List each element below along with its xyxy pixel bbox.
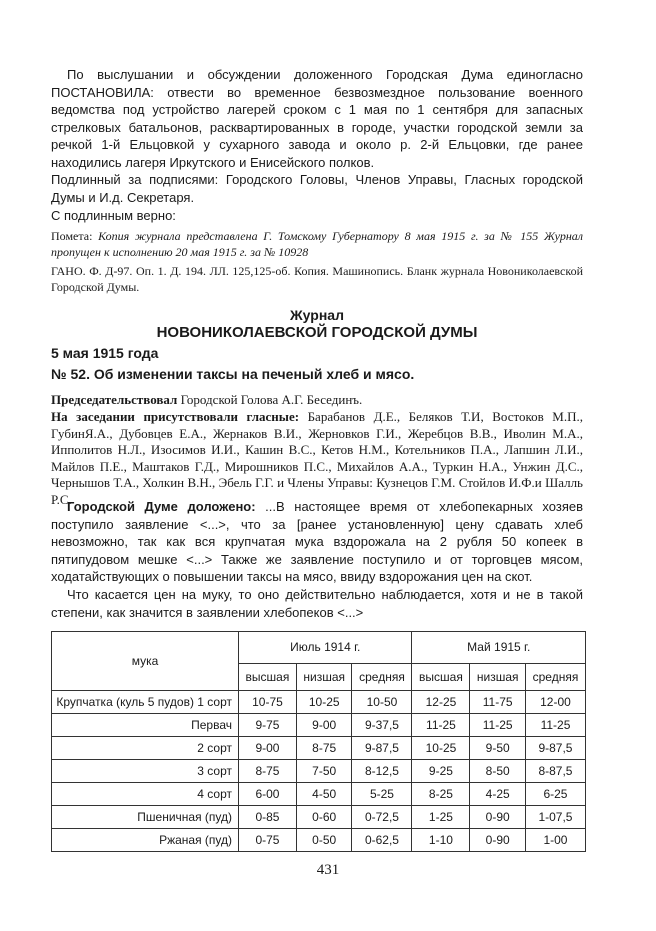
value-cell: 1-00 [525,829,585,852]
journal-date: 5 мая 1915 года [51,345,159,361]
table-row [52,714,586,737]
value-cell: 8-87,5 [525,760,585,783]
journal-word: Журнал [290,307,344,323]
present-text: Барабанов Д.Е., Беляков Т.И, Востоков М.П., ГубинЯ.А., Дубовцев Е.А., Жернаков В.И., Жерновков Г.И., Жеребцов В.В., Иволин М.А., Ипполитов Н.Л., Изосимов И.И., Кашин В.С., Кетов Н.М., Котельников П.А., Лапшин Л.И., Майлов П.Е., Маштаков Г.Д., Мирошников П.С., Михайлов А.А., Туркин Н.А., Унжин Д.С., Чернышов Т.А., Холкин В.Н., Эбель Г.Г. и Члены Управы: Кузнецов Г.М. Стойлов И.Ф.и Шалль Р.С. [51,409,583,507]
value-cell: 9-50 [470,737,526,760]
value-cell: 5-25 [352,783,412,806]
chair-line [51,392,583,409]
value-cell: 11-25 [525,714,585,737]
value-cell: 9-00 [239,737,297,760]
value-cell: 9-75 [239,714,297,737]
value-cell: 11-25 [470,714,526,737]
value-cell: 8-25 [412,783,470,806]
page-number: 431 [316,862,340,878]
period1-header: Июль 1914 г. [239,632,412,664]
value-cell: 9-87,5 [352,737,412,760]
value-cell: 9-25 [412,760,470,783]
note-label: Помета: [51,229,93,243]
value-cell: 11-75 [470,691,526,714]
subheader-cell: высшая [239,663,297,690]
value-cell: 7-50 [296,760,352,783]
subheader-cell: высшая [412,663,470,690]
row-label: Ржаная (пуд) [52,829,239,852]
subheader-cell: низшая [470,663,526,690]
value-cell: 10-25 [296,691,352,714]
value-cell: 6-00 [239,783,297,806]
row-label: 3 сорт [52,760,239,783]
reported-label: Городской Думе доложено: [67,499,256,514]
reported-paragraph [51,498,583,586]
chair-label: Председательствовал [51,392,178,407]
table-row [52,737,586,760]
present-label: На заседании присутствовали гласные: [51,409,300,424]
value-cell: 9-37,5 [352,714,412,737]
table-row [52,783,586,806]
subheader-cell: низшая [296,663,352,690]
value-cell: 0-90 [470,806,526,829]
value-cell: 0-85 [239,806,297,829]
note-text: Копия журнала представлена Г. Томскому Губернатору 8 мая 1915 г. за № 155 Журнал пропущен к исполнению 20 мая 1915 г. за № 10928 [51,229,583,259]
subheader-cell: средняя [525,663,585,690]
table-row [52,806,586,829]
table-row [52,829,586,852]
value-cell: 0-50 [296,829,352,852]
value-cell: 0-75 [239,829,297,852]
original-signed-paragraph: Подлинный за подписями: Городского Головы, Членов Управы, Гласных городской Думы и И.д. Секретаря. [51,172,583,205]
resolution-paragraph: По выслушании и обсуждении доложенного Городская Дума единогласно ПОСТАНОВИЛА: отвести во временное безвозмездное пользование военного ведомства под устройство лагерей сроком с 1 мая по 1 сентября для запасных стрелковых батальонов, расквартированных в городе, участки городской земли за речкой 1-й Ельцовкой у сухарного завода и около р. 2-й Ельцовки, где ранее находились лагеря Иркутского и Енисейского полков. [51,67,583,170]
true-copy-line: С подлинным верно: [51,208,176,223]
note-block [51,228,583,260]
value-cell: 4-25 [470,783,526,806]
present-paragraph [51,409,583,508]
table-row [52,760,586,783]
value-cell: 4-50 [296,783,352,806]
item-title: № 52. Об изменении таксы на печеный хлеб и мясо. [51,366,415,382]
row-label: 2 сорт [52,737,239,760]
reported-text: ...В настоящее время от хлебопекарных хозяев поступило заявление <...>, что за [ранее установленную] цену сдавать хлеб невозможно, так как вся крупчатая мука вздорожала на 2 рубля 50 копеек в пятипудовом мешке <...> Также же заявление поступило и от торговцев мясом, ходатайствующих о повышении таксы на мясо, ввиду вздорожания цен на скот. [51,499,583,584]
chair-text: Городской Голова А.Г. Бесединъ. [180,392,363,407]
value-cell: 10-75 [239,691,297,714]
value-cell: 1-25 [412,806,470,829]
flour-price-table [51,631,586,852]
value-cell: 0-90 [470,829,526,852]
value-cell: 0-60 [296,806,352,829]
value-cell: 10-50 [352,691,412,714]
value-cell: 8-75 [239,760,297,783]
value-cell: 6-25 [525,783,585,806]
journal-title: НОВОНИКОЛАЕВСКОЙ ГОРОДСКОЙ ДУМЫ [156,324,478,341]
value-cell: 1-07,5 [525,806,585,829]
flour-paragraph: Что касается цен на муку, то оно действительно наблюдается, хотя и не в такой степени, как значится в заявлении хлебопеков <...> [51,587,583,620]
row-header-cell: мука [52,632,239,691]
value-cell: 9-00 [296,714,352,737]
table-header-row [52,632,586,664]
value-cell: 8-50 [470,760,526,783]
period2-header: Май 1915 г. [412,632,586,664]
row-label: Первач [52,714,239,737]
value-cell: 9-87,5 [525,737,585,760]
value-cell: 8-75 [296,737,352,760]
row-label: 4 сорт [52,783,239,806]
value-cell: 11-25 [412,714,470,737]
row-label: Пшеничная (пуд) [52,806,239,829]
value-cell: 8-12,5 [352,760,412,783]
value-cell: 0-72,5 [352,806,412,829]
value-cell: 10-25 [412,737,470,760]
table-row [52,691,586,714]
archive-reference: ГАНО. Ф. Д-97. Оп. 1. Д. 194. ЛЛ. 125,125-об. Копия. Машинопись. Бланк журнала Новониколаевской Городской Думы. [51,264,583,294]
value-cell: 12-25 [412,691,470,714]
subheader-cell: средняя [352,663,412,690]
value-cell: 1-10 [412,829,470,852]
row-label: Крупчатка (куль 5 пудов) 1 сорт [52,691,239,714]
value-cell: 0-62,5 [352,829,412,852]
value-cell: 12-00 [525,691,585,714]
